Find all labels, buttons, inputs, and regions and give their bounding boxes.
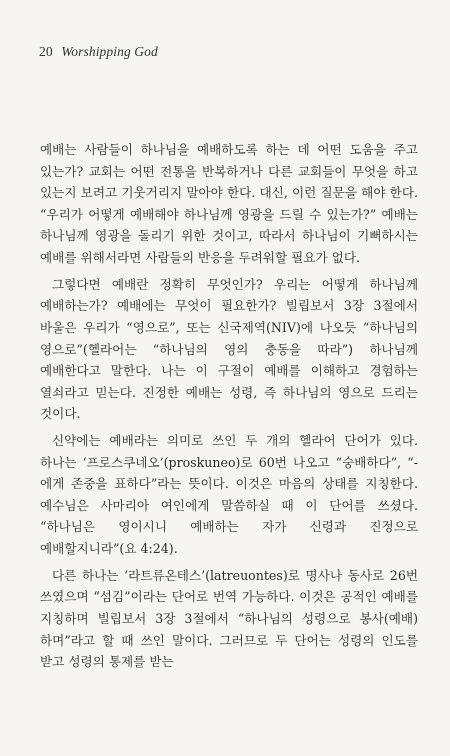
running-header <box>39 44 158 60</box>
paragraph: 다른 하나는 ‘라트류온테스’(latreuontes)로 명사나 동사로 26번 쓰였으며 “섬김”이라는 단어로 번역 가능하다. 이것은 공적인 예배를 지칭하며 빌립보서 3장 3절에서 “하나님의 성령으로 봉사(예배)하며”라고 할 때 쓰인 말이다. 그러므로 두 단어는 성령의 인도를 받고 성령의 통제를 받는 <box>40 567 418 670</box>
paragraph: 신약에는 예배라는 의미로 쓰인 두 개의 헬라어 단어가 있다. 하나는 ‘프로스쿠네오’(proskuneo)로 60번 나오고 “숭배하다”, “-에게 존중을 표하다”라는 뜻이다. 이것은 마음의 상태를 지칭한다. 예수님은 사마리아 여인에게 말씀하실 때 이 단어를 쓰셨다. “하나님은 영이시니 예배하는 자가 신령과 진정으로 예배할지니라”(요 4:24). <box>40 433 418 557</box>
body-text <box>40 139 418 678</box>
paragraph: 그렇다면 예배란 정확히 무엇인가? 우리는 어떻게 하나님께 예배하는가? 예배에는 무엇이 필요한가? 빌립보서 3장 3절에서 바울은 우리가 “영으로”, 또는 신국제역(NIV)에 나오듯 “하나님의 영으로”(헬라어는 “하나님의 영의 충동을 따라”) 하나님께 예배한다고 말한다. 나는 이 구절이 예배를 이해하고 경험하는 열쇠라고 믿는다. 진정한 예배는 성령, 즉 하나님의 영으로 드리는 것이다. <box>40 276 418 422</box>
paragraph: 예배는 사람들이 하나님을 예배하도록 하는 데 어떤 도움을 주고 있는가? 교회는 어떤 전통을 반복하거나 다른 교회들이 무엇을 하고 있는지 보려고 기웃거리지 말아야 한다. 대신, 이런 질문을 해야 한다. “우리가 어떻게 예배해야 하나님께 영광을 드릴 수 있는가?” 예배는 하나님께 영광을 돌리기 위한 것이고, 따라서 하나님이 기뻐하시는 예배를 위해서라면 사람들의 반응을 두려워할 필요가 없다. <box>40 142 418 265</box>
running-title: Worshipping God <box>61 44 158 59</box>
page-number: 20 <box>39 44 53 59</box>
